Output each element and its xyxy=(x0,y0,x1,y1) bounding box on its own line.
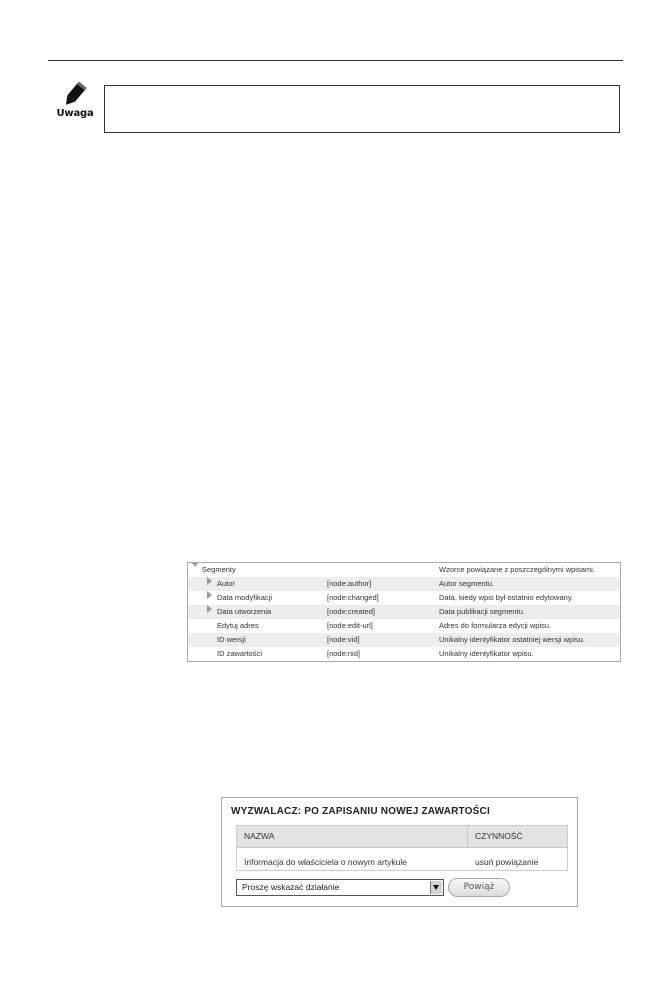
token-row xyxy=(188,647,620,661)
token-name: Segmenty xyxy=(202,565,236,574)
token-code: [node:edit-url] xyxy=(327,621,373,630)
column-header-name: NAZWA xyxy=(244,831,275,841)
token-row[interactable] xyxy=(188,577,620,591)
token-description: Unikalny identyfikator ostatniej wersji wpisu. xyxy=(439,635,585,644)
bind-button[interactable]: Powiąż xyxy=(448,878,510,897)
token-code: [node:nid] xyxy=(327,649,360,658)
action-select-value: Proszę wskazać działanie xyxy=(242,882,340,892)
token-description: Data publikacji segmentu. xyxy=(439,607,525,616)
tokens-table xyxy=(187,562,621,662)
column-divider xyxy=(467,826,468,847)
token-row xyxy=(188,619,620,633)
token-code: [node:author] xyxy=(327,579,372,588)
table-header xyxy=(237,826,567,848)
token-description: Data, kiedy wpis był ostatnio edytowany. xyxy=(439,593,574,602)
collapsed-triangle-icon[interactable] xyxy=(207,577,212,585)
collapsed-triangle-icon[interactable] xyxy=(207,605,212,613)
token-code: [node:vid] xyxy=(327,635,360,644)
token-name: ID zawartości xyxy=(217,649,263,658)
token-description: Autor segmentu. xyxy=(439,579,495,588)
token-name: Data modyfikacji xyxy=(217,593,273,602)
token-row[interactable] xyxy=(188,605,620,619)
note-box xyxy=(104,85,620,133)
collapsed-triangle-icon[interactable] xyxy=(207,591,212,599)
token-description: Wzorce powiązane z poszczególnymi wpisami. xyxy=(439,565,595,574)
token-row xyxy=(188,633,620,647)
note-label: Uwaga xyxy=(56,108,94,119)
reaction-table xyxy=(236,825,568,871)
page-header-rule xyxy=(48,60,623,61)
trigger-title: WYZWALACZ: PO ZAPISANIU NOWEJ ZAWARTOŚCI xyxy=(231,806,490,817)
token-code: [node:changed] xyxy=(327,593,379,602)
trigger-panel xyxy=(221,797,578,907)
token-description: Adres do formularza edycji wpisu. xyxy=(439,621,552,630)
token-row-group[interactable] xyxy=(188,563,620,577)
reaction-rule-name: Informacja do właściciela o nowym artykule xyxy=(244,857,407,867)
token-code: [node:created] xyxy=(327,607,375,616)
token-description: Unikalny identyfikator wpisu. xyxy=(439,649,534,658)
token-name: Autor xyxy=(217,579,235,588)
token-name: Data utworzenia xyxy=(217,607,272,616)
pencil-note-icon xyxy=(50,82,100,128)
action-select[interactable] xyxy=(236,879,444,896)
column-header-action: CZYNNOŚĆ xyxy=(475,831,523,841)
expanded-triangle-icon[interactable] xyxy=(192,563,198,567)
token-name: Edytuj adres xyxy=(217,621,259,630)
remove-binding-link[interactable]: usuń powiązanie xyxy=(475,857,539,867)
chevron-down-icon[interactable] xyxy=(430,881,442,894)
token-row[interactable] xyxy=(188,591,620,605)
token-name: ID wersji xyxy=(217,635,246,644)
